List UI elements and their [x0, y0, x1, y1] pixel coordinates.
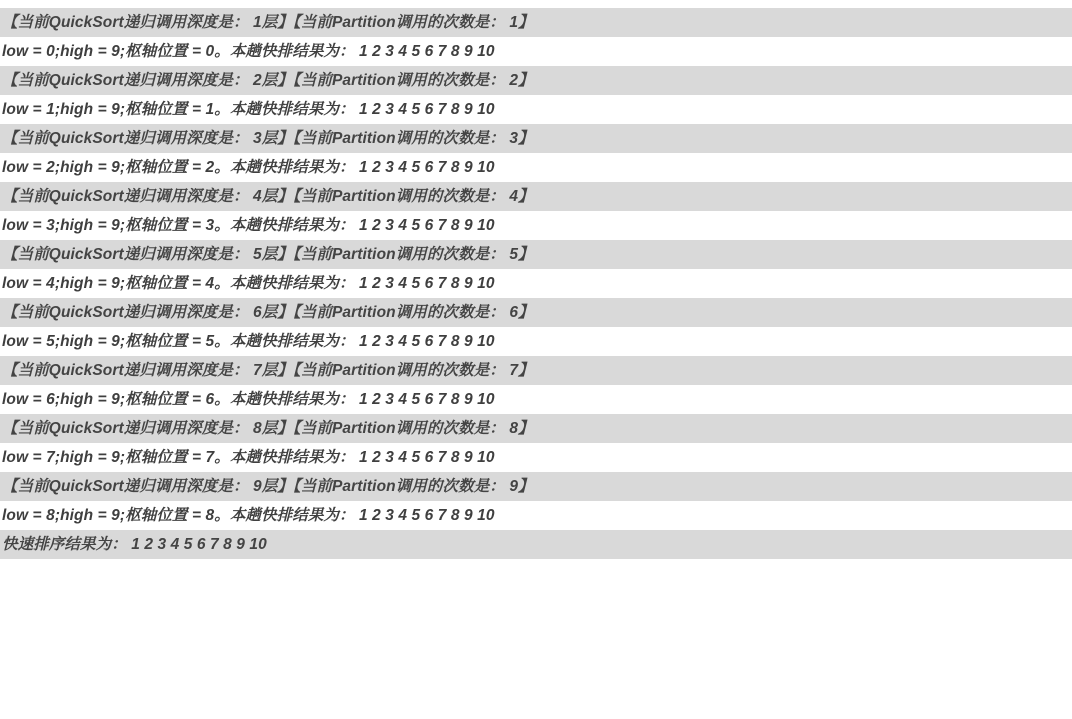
console-line-pass: low = 6;high = 9;枢轴位置 = 6。本趟快排结果为： 1 2 3 4 5 6 7 8 9 10	[2, 391, 495, 408]
console-line-pass: low = 1;high = 9;枢轴位置 = 1。本趟快排结果为： 1 2 3 4 5 6 7 8 9 10	[2, 101, 495, 118]
console-line-depth: 【当前QuickSort递归调用深度是： 2层】【当前Partition调用的次数是： 2】	[0, 66, 1072, 95]
console-line-depth: 【当前QuickSort递归调用深度是： 1层】【当前Partition调用的次数是： 1】	[0, 8, 1072, 37]
console-line-depth: 【当前QuickSort递归调用深度是： 6层】【当前Partition调用的次数是： 6】	[0, 298, 1072, 327]
console-line-depth: 【当前QuickSort递归调用深度是： 7层】【当前Partition调用的次数是： 7】	[0, 356, 1072, 385]
console-line-pass: low = 7;high = 9;枢轴位置 = 7。本趟快排结果为： 1 2 3 4 5 6 7 8 9 10	[2, 449, 495, 466]
console-line-pass: low = 4;high = 9;枢轴位置 = 4。本趟快排结果为： 1 2 3 4 5 6 7 8 9 10	[2, 275, 495, 292]
console-line-depth: 【当前QuickSort递归调用深度是： 3层】【当前Partition调用的次数是： 3】	[0, 124, 1072, 153]
console-line-depth: 【当前QuickSort递归调用深度是： 9层】【当前Partition调用的次数是： 9】	[0, 472, 1072, 501]
console-line-pass: low = 8;high = 9;枢轴位置 = 8。本趟快排结果为： 1 2 3 4 5 6 7 8 9 10	[2, 507, 495, 524]
console-line-depth: 【当前QuickSort递归调用深度是： 4层】【当前Partition调用的次数是： 4】	[0, 182, 1072, 211]
console-line-pass: low = 3;high = 9;枢轴位置 = 3。本趟快排结果为： 1 2 3 4 5 6 7 8 9 10	[2, 217, 495, 234]
console-line-pass: low = 2;high = 9;枢轴位置 = 2。本趟快排结果为： 1 2 3 4 5 6 7 8 9 10	[2, 159, 495, 176]
console-line-result: 快速排序结果为： 1 2 3 4 5 6 7 8 9 10	[0, 530, 1072, 559]
console-line-pass: low = 5;high = 9;枢轴位置 = 5。本趟快排结果为： 1 2 3 4 5 6 7 8 9 10	[2, 333, 495, 350]
console-line-depth: 【当前QuickSort递归调用深度是： 8层】【当前Partition调用的次数是： 8】	[0, 414, 1072, 443]
console-line-pass: low = 0;high = 9;枢轴位置 = 0。本趟快排结果为： 1 2 3 4 5 6 7 8 9 10	[2, 43, 495, 60]
console-line-depth: 【当前QuickSort递归调用深度是： 5层】【当前Partition调用的次数是： 5】	[0, 240, 1072, 269]
